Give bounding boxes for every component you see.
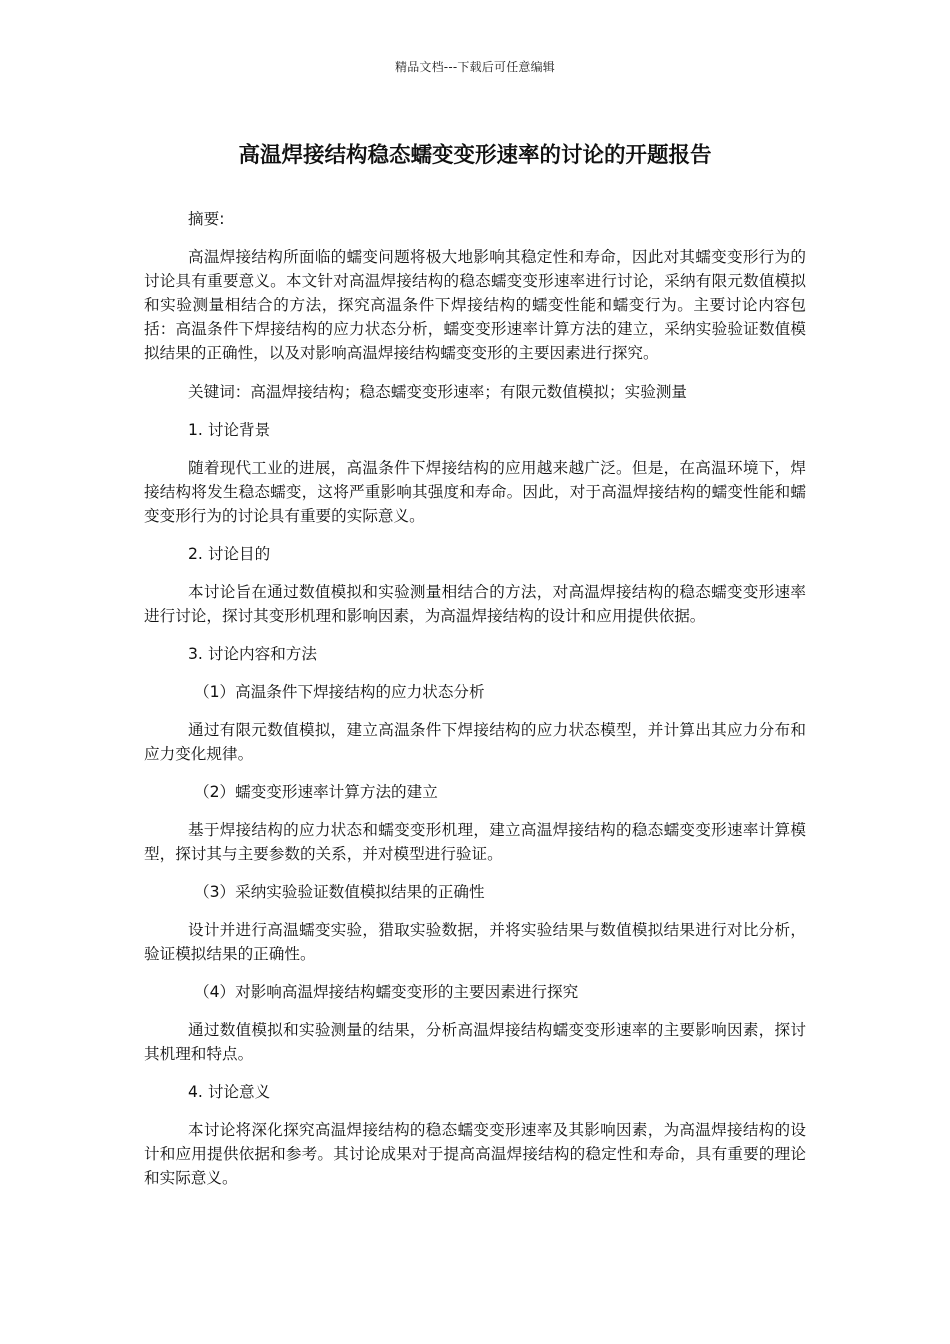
- section-heading-purpose: 2. 讨论目的: [188, 545, 271, 563]
- section-text-purpose: 本讨论旨在通过数值模拟和实验测量相结合的方法，对高温焊接结构的稳态蠕变变形速率进行讨论，探讨其变形机理和影响因素，为高温焊接结构的设计和应用提供依据。: [144, 583, 806, 625]
- subsection-heading-stress: （1）高温条件下焊接结构的应力状态分析: [194, 683, 485, 701]
- subsection-heading-factors: （4）对影响高温焊接结构蠕变变形的主要因素进行探究: [194, 983, 579, 1001]
- subsection-heading-rate-method: （2）蠕变变形速率计算方法的建立: [194, 783, 438, 801]
- keywords-line: 关键词：高温焊接结构；稳态蠕变变形速率；有限元数值模拟；实验测量: [188, 383, 688, 401]
- section-text-background: 随着现代工业的进展，高温条件下焊接结构的应用越来越广泛。但是，在高温环境下，焊接结构将发生稳态蠕变，这将严重影响其强度和寿命。因此，对于高温焊接结构的蠕变性能和蠕变变形行为的讨论具有重要的实际意义。: [144, 459, 806, 525]
- subsection-heading-validation: （3）采纳实验验证数值模拟结果的正确性: [194, 883, 485, 901]
- subsection-text-stress: 通过有限元数值模拟，建立高温条件下焊接结构的应力状态模型，并计算出其应力分布和应力变化规律。: [144, 721, 806, 763]
- subsection-text-rate-method: 基于焊接结构的应力状态和蠕变变形机理，建立高温焊接结构的稳态蠕变变形速率计算模型，探讨其与主要参数的关系，并对模型进行验证。: [144, 821, 806, 863]
- section-heading-methods: 3. 讨论内容和方法: [188, 645, 317, 663]
- document-title: 高温焊接结构稳态蠕变变形速率的讨论的开题报告: [238, 143, 712, 168]
- abstract-label: 摘要:: [188, 210, 225, 228]
- subsection-text-validation: 设计并进行高温蠕变实验，猎取实验数据，并将实验结果与数值模拟结果进行对比分析，验证模拟结果的正确性。: [144, 921, 806, 963]
- document-body: [144, 207, 806, 1190]
- abstract-paragraph: 高温焊接结构所面临的蠕变问题将极大地影响其稳定性和寿命，因此对其蠕变变形行为的讨论具有重要意义。本文针对高温焊接结构的稳态蠕变变形速率进行讨论，采纳有限元数值模拟和实验测量相结合的方法，探究高温条件下焊接结构的蠕变性能和蠕变行为。主要讨论内容包括：高温条件下焊接结构的应力状态分析，蠕变变形速率计算方法的建立，采纳实验验证数值模拟结果的正确性，以及对影响高温焊接结构蠕变变形的主要因素进行探究。: [144, 248, 806, 362]
- subsection-text-factors: 通过数值模拟和实验测量的结果，分析高温焊接结构蠕变变形速率的主要影响因素，探讨其机理和特点。: [144, 1021, 806, 1063]
- section-text-significance: 本讨论将深化探究高温焊接结构的稳态蠕变变形速率及其影响因素，为高温焊接结构的设计和应用提供依据和参考。其讨论成果对于提高高温焊接结构的稳定性和寿命，具有重要的理论和实际意义。: [144, 1121, 806, 1187]
- section-heading-background: 1. 讨论背景: [188, 421, 271, 439]
- header-note: 精品文档---下载后可任意编辑: [395, 60, 555, 74]
- section-heading-significance: 4. 讨论意义: [188, 1083, 271, 1101]
